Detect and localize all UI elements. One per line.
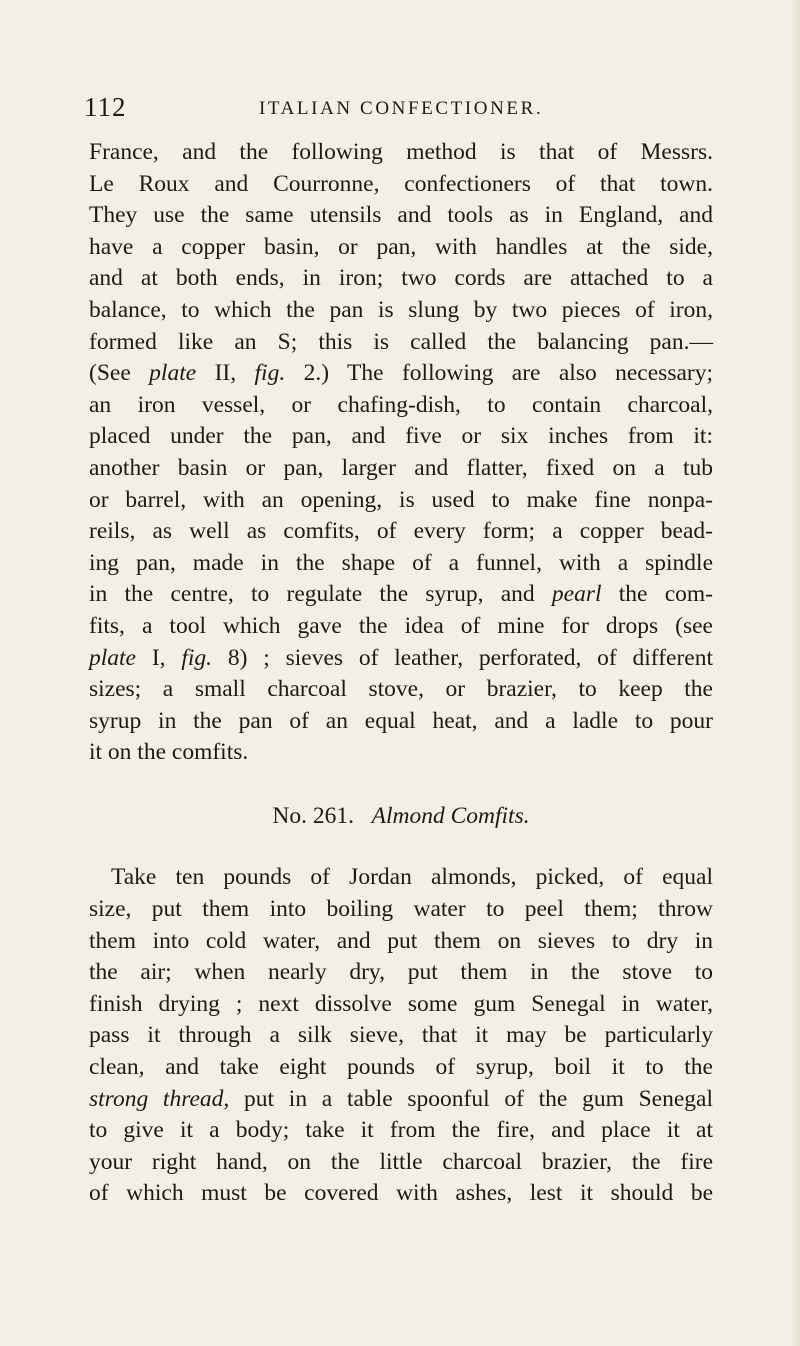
text-line: it on the comfits. (89, 739, 249, 766)
italic-fig: fig. (254, 360, 286, 387)
text-line: balance, to which the pan is slung by two pieces of iron, (89, 296, 713, 323)
text-line: syrup in the pan of an equal heat, and a ladle to pour (89, 707, 713, 734)
text-line: an iron vessel, or chafing-dish, to contain charcoal, (89, 391, 713, 418)
paragraph-recipe (89, 862, 713, 1210)
paragraph-method (89, 137, 713, 769)
text-line: Take ten pounds of Jordan almonds, picked, of equal (111, 864, 713, 891)
running-title: ITALIAN CONFECTIONER. (259, 98, 544, 119)
text-line: your right hand, on the little charcoal brazier, the fire (89, 1148, 713, 1175)
text-line: strong thread, put in a table spoonful of the gum Senegal (89, 1085, 713, 1112)
text-line: reils, as well as comfits, of every form; a copper bead- (89, 518, 713, 545)
text-line: pass it through a silk sieve, that it may be particularly (89, 1022, 713, 1049)
text-line: placed under the pan, and five or six inches from it: (89, 423, 713, 450)
recipe-heading (89, 801, 713, 833)
text-line: in the centre, to regulate the syrup, and pearl the com- (89, 581, 713, 608)
italic-strong-thread: strong thread, (89, 1085, 230, 1112)
text-line: or barrel, with an opening, is used to make fine nonpa- (89, 486, 713, 513)
text-line: and at both ends, in iron; two cords are attached to a (89, 265, 713, 292)
text-line: ing pan, made in the shape of a funnel, with a spindle (89, 549, 713, 576)
page-edge-shadow (790, 0, 800, 1346)
text-line: another basin or pan, larger and flatter, fixed on a tub (89, 454, 713, 481)
text-line: finish drying ; next dissolve some gum Senegal in water, (89, 990, 713, 1017)
body-text (89, 137, 713, 1210)
text-line: France, and the following method is that of Messrs. (89, 139, 713, 165)
recipe-title: Almond Comfits. (371, 802, 530, 829)
text-line: They use the same utensils and tools as in England, and (89, 202, 713, 229)
text-line: Le Roux and Courronne, confectioners of that town. (89, 170, 713, 197)
text-line: (See plate II, fig. 2.) The following are also necessary; (89, 360, 713, 387)
text-line: them into cold water, and put them on sieves to dry in (89, 927, 713, 954)
running-head (84, 92, 704, 132)
italic-pearl: pearl (551, 581, 602, 608)
text-line: fits, a tool which gave the idea of mine for drops (see (89, 612, 713, 639)
italic-plate: plate (149, 360, 197, 387)
text-line: the air; when nearly dry, put them in the stove to (89, 959, 713, 986)
recipe-number: No. 261. (272, 802, 354, 829)
text-line: clean, and take eight pounds of syrup, boil it to the (89, 1054, 713, 1081)
text-line: of which must be covered with ashes, lest it should be (89, 1180, 713, 1207)
text-line: to give it a body; take it from the fire, and place it at (89, 1117, 713, 1144)
text-line: have a copper basin, or pan, with handles at the side, (89, 233, 713, 260)
text-line: size, put them into boiling water to peel them; throw (89, 896, 713, 923)
text-line: sizes; a small charcoal stove, or brazier, to keep the (89, 676, 713, 703)
italic-plate: plate (89, 644, 136, 671)
italic-fig: fig. (181, 644, 213, 671)
page-number: 112 (84, 92, 127, 122)
text-line: formed like an S; this is called the balancing pan.— (89, 328, 713, 355)
text-line: plate I, fig. 8) ; sieves of leather, perforated, of different (89, 644, 713, 671)
